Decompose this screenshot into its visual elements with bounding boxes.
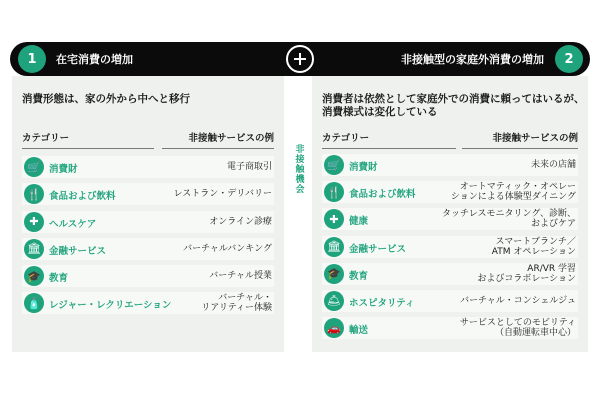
table-row	[22, 292, 274, 314]
food-drink-icon: 🍴	[324, 182, 344, 202]
example-text	[531, 154, 576, 176]
right-panel	[312, 76, 588, 352]
divider	[322, 148, 456, 149]
example-text-value: レストラン・デリバリー	[173, 189, 272, 200]
table-row	[22, 265, 274, 287]
example-text-value: タッチレスモニタリング、診断、 およびケア	[441, 209, 576, 230]
example-text-value: バーチャル授業	[209, 271, 272, 282]
category-label: 輸送	[349, 325, 369, 337]
left-panel	[12, 76, 284, 352]
shopping-cart-icon: 🛒	[324, 155, 344, 175]
example-text	[227, 156, 272, 178]
example-text	[209, 211, 272, 233]
section-title-left: 在宅消費の増加	[56, 53, 133, 66]
left-subtitle: 消費形態は、家の外から中へと移行	[22, 93, 190, 105]
table-row	[22, 156, 274, 178]
category-label: 食品および飲料	[349, 189, 416, 201]
section-title-right: 非接触型の家庭外消費の増加	[401, 53, 544, 66]
medical-icon: ✚	[324, 209, 344, 229]
bank-icon: 🏛	[24, 239, 44, 259]
example-text-value: バーチャル・コンシェルジュ	[460, 295, 576, 306]
example-text	[451, 181, 576, 203]
section-number-1: 1	[18, 45, 46, 73]
divider	[22, 148, 154, 149]
example-text	[460, 290, 576, 312]
category-label: 教育	[349, 270, 369, 282]
table-row	[322, 181, 578, 203]
medical-icon: ✚	[24, 212, 44, 232]
example-text-value: バーチャルバンキング	[183, 243, 272, 254]
category-label: ホスピタリティ	[349, 297, 415, 309]
example-text	[477, 263, 576, 285]
shopping-cart-icon: 🛒	[24, 157, 44, 177]
example-text	[201, 292, 272, 314]
hospitality-icon: 🛎	[324, 291, 344, 311]
category-label: 消費財	[49, 164, 78, 175]
table-row	[322, 154, 578, 176]
right-rows	[322, 154, 578, 344]
table-row	[22, 238, 274, 260]
right-col-category: カテゴリー	[322, 133, 370, 144]
left-rows	[22, 156, 274, 320]
example-text-value: 電子商取引	[226, 162, 272, 172]
leisure-icon: 🧴	[24, 293, 44, 313]
example-text	[442, 208, 576, 230]
example-text-value: オートマティック・オペレー ションによる体験型ダイニング	[450, 182, 576, 203]
category-label: レジャー・レクリエーション	[49, 300, 172, 312]
graduation-cap-icon: 🎓	[324, 264, 344, 284]
category-label: 金融サービス	[349, 243, 407, 255]
example-text-value: スマートブランチ／ ATM オペレーション	[491, 236, 576, 257]
middle-label: 非接触機会	[295, 145, 305, 195]
example-text	[174, 183, 272, 205]
example-text	[492, 236, 576, 258]
example-text-value: バーチャル・ リアリティー体験	[201, 293, 272, 314]
table-row	[322, 263, 578, 285]
example-text-value: サービスとしてのモビリティ （自動運転車中心）	[459, 318, 576, 339]
left-col-category: カテゴリー	[22, 133, 70, 144]
divider	[462, 148, 578, 149]
example-text	[460, 317, 576, 339]
example-text	[183, 238, 272, 260]
example-text-value: 未来の店舗	[530, 160, 576, 170]
table-row	[322, 317, 578, 339]
plus-icon	[286, 45, 314, 73]
example-text-value: AR/VR 学習 およびコラボレーション	[477, 263, 576, 284]
table-row	[22, 211, 274, 233]
table-row	[322, 236, 578, 258]
table-row	[22, 183, 274, 205]
category-label: 金融サービス	[49, 245, 107, 257]
example-text-value: オンライン診療	[209, 216, 272, 227]
right-col-example: 非接触サービスの例	[492, 133, 578, 144]
category-label: 食品および飲料	[49, 191, 116, 203]
transport-icon: 🚗	[324, 318, 344, 338]
category-label: 教育	[49, 273, 69, 285]
right-subtitle: 消費者は依然として家庭外での消費に頼ってはいるが、 消費様式は変化している	[322, 93, 585, 118]
food-drink-icon: 🍴	[24, 184, 44, 204]
graduation-cap-icon: 🎓	[24, 266, 44, 286]
bank-icon: 🏛	[324, 237, 344, 257]
divider	[162, 148, 274, 149]
left-col-example: 非接触サービスの例	[188, 133, 274, 144]
table-row	[322, 208, 578, 230]
category-label: 消費財	[349, 162, 378, 173]
section-number-2: 2	[555, 45, 583, 73]
category-label: ヘルスケア	[49, 218, 97, 230]
category-label: 健康	[349, 216, 369, 228]
example-text	[209, 265, 272, 287]
table-row	[322, 290, 578, 312]
